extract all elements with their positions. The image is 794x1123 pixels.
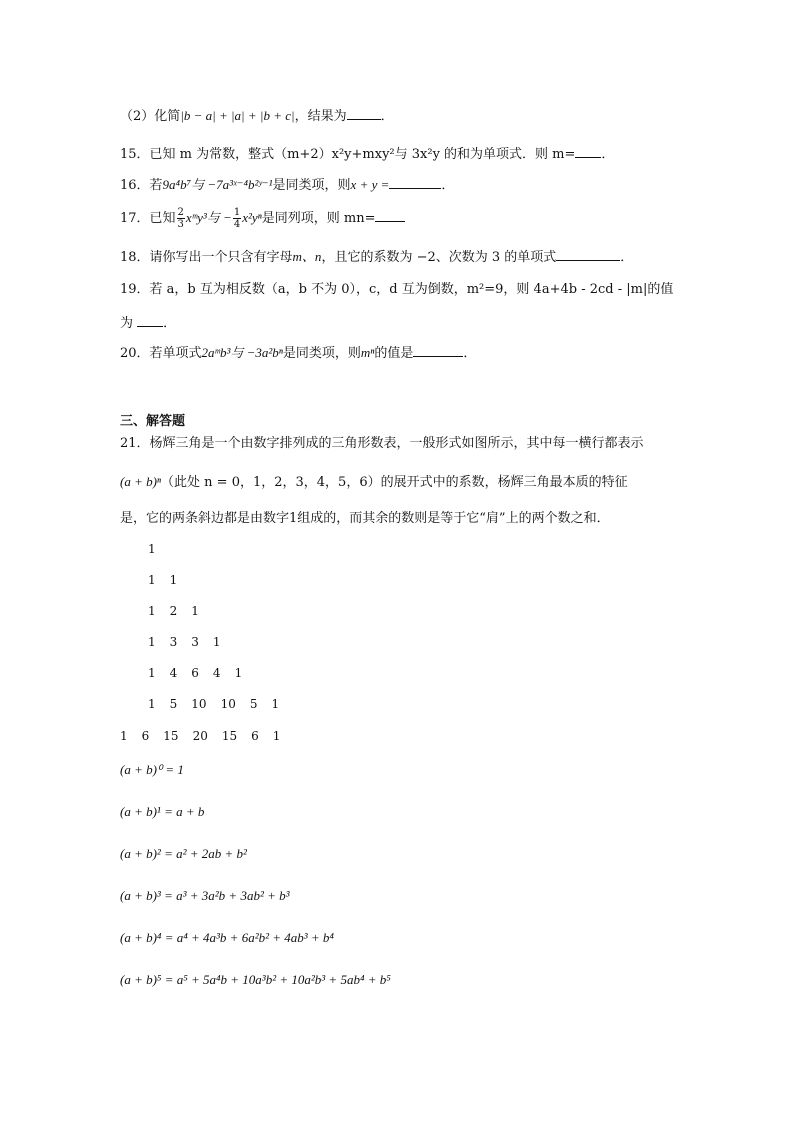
q18-vars: m、n (292, 249, 322, 264)
fraction-one-quarter (233, 207, 241, 230)
triangle-number: 15 (221, 729, 238, 743)
q20: 20．若单项式2aᵐb³与 −3a²bⁿ是同类项，则mⁿ的值是 ． (120, 345, 477, 361)
q16-mid: 是同类项，则 (272, 178, 351, 193)
q19-text: 19．若 a，b 互为相反数（a，b 不为 0），c，d 互为倒数，m²=9，则 4a+4b - 2cd - |m|的值 (120, 282, 674, 297)
q15-text: 15．已知 m 为常数，整式（m+2）x²y+mxy²与 3x²y 的和为单项式．则 m= (120, 147, 576, 162)
triangle-row (148, 542, 156, 556)
q17 (120, 207, 405, 230)
q20-mid: 是同类项，则 (282, 346, 361, 361)
q20-suffix: 的值是 (374, 346, 414, 361)
triangle-number: 2 (169, 604, 178, 618)
expansion-formula (120, 972, 391, 988)
expansion-formula (120, 888, 290, 904)
triangle-number: 6 (251, 729, 259, 743)
triangle-number: 1 (169, 573, 178, 587)
frac-denominator: 3 (177, 219, 184, 230)
q19-line2: 为 ． (120, 316, 177, 331)
q21-expr: (a + b)ⁿ (120, 474, 162, 489)
triangle-number: 1 (148, 697, 156, 711)
q18-prefix: 18．请你写出一个只含有字母 (120, 250, 293, 265)
q15: 15．已知 m 为常数，整式（m+2）x²y+mxy²与 3x²y 的和为单项式．则 m= ． (120, 147, 615, 162)
triangle-number: 5 (249, 697, 258, 711)
triangle-number: 1 (234, 666, 243, 680)
q21-text1: 21．杨辉三角是一个由数字排列成的三角形数表，一般形式如图所示，其中每一横行都表示 (120, 436, 644, 451)
triangle-number: 1 (271, 697, 280, 711)
answer-blank (389, 176, 441, 189)
q18-mid: ，且它的系数为 −2、次数为 3 的单项式 (321, 250, 557, 265)
fraction-two-thirds (177, 207, 185, 230)
q14-prefix: （2）化简 (120, 109, 181, 124)
triangle-row (120, 729, 280, 743)
triangle-number: 1 (191, 604, 199, 618)
frac-denominator: 4 (233, 219, 241, 230)
expansion-rhs: = a⁴ + 4a³b + 6a²b² + 4ab³ + b⁴ (164, 930, 334, 945)
expansion-formula (120, 930, 334, 946)
expansion-lhs: (a + b)¹ (120, 804, 165, 819)
triangle-number: 15 (163, 729, 179, 743)
triangle-row (148, 573, 177, 587)
q19-text2: 为 (120, 316, 134, 331)
expansion-rhs: = a² + 2ab + b² (164, 846, 247, 861)
expansion-lhs: (a + b)⁴ (120, 930, 165, 945)
triangle-number: 1 (148, 573, 156, 587)
expansion-rhs: = a + b (164, 804, 205, 819)
q20-expr2: mⁿ (360, 345, 375, 360)
q21-line3 (120, 503, 680, 535)
expansion-rhs: = a³ + 3a²b + 3ab² + b³ (164, 888, 290, 903)
triangle-number: 1 (148, 635, 156, 649)
q21-line2 (120, 466, 680, 499)
q14-expr: |b − a| + |a| + |b + c| (180, 108, 295, 123)
q20-expr: 2aᵐb³与 −3a²bⁿ (201, 345, 283, 360)
q14-part2: （2）化简|b − a| + |a| + |b + c|，结果为 ． (120, 108, 394, 124)
expansion-lhs: (a + b)⁰ (120, 762, 166, 777)
q21-line1 (120, 428, 680, 460)
triangle-row (148, 604, 199, 618)
q20-prefix: 20．若单项式 (120, 346, 202, 361)
expansion-rhs: = a⁵ + 5a⁴b + 10a³b² + 10a²b³ + 5ab⁴ + b⁵ (164, 972, 391, 987)
q17-prefix: 17．已知 (120, 211, 176, 226)
triangle-number: 4 (212, 666, 221, 680)
triangle-number: 10 (191, 697, 207, 711)
frac-numerator: 1 (233, 207, 241, 218)
triangle-number: 1 (148, 666, 156, 680)
q21-text2: （此处 n = 0，1，2，3，4，5，6）的展开式中的系数，杨辉三角最本质的特征 (161, 475, 628, 490)
expansion-lhs: (a + b)⁵ (120, 972, 165, 987)
answer-blank (375, 209, 405, 222)
triangle-number: 5 (169, 697, 178, 711)
triangle-number: 6 (141, 729, 150, 743)
triangle-number: 4 (169, 666, 178, 680)
triangle-number: 1 (148, 604, 156, 618)
triangle-row (148, 635, 221, 649)
q18: 18．请你写出一个只含有字母m、n，且它的系数为 −2、次数为 3 的单项式 ． (120, 249, 634, 265)
answer-blank (347, 107, 381, 120)
triangle-number: 10 (220, 697, 236, 711)
triangle-number: 1 (120, 729, 128, 743)
expansion-formula (120, 804, 204, 820)
q16-expr: 9a⁴b⁷与 −7a³ˣ⁻⁴b²ʸ⁻¹ (162, 177, 273, 192)
triangle-number: 1 (272, 729, 281, 743)
triangle-number: 3 (169, 635, 178, 649)
expansion-lhs: (a + b)³ (120, 888, 165, 903)
triangle-number: 6 (191, 666, 199, 680)
q16: 16．若9a⁴b⁷与 −7a³ˣ⁻⁴b²ʸ⁻¹是同类项，则x + y = ． (120, 177, 455, 193)
q19-line1 (120, 281, 673, 299)
answer-blank (137, 314, 163, 327)
expansion-formula (120, 762, 184, 778)
q14-suffix: ，结果为 (294, 109, 347, 124)
expansion-rhs: = 1 (165, 762, 184, 777)
q17-suffix: 是同列项，则 mn= (261, 211, 376, 226)
triangle-row (148, 666, 242, 680)
q16-prefix: 16．若 (120, 178, 163, 193)
section-heading: 三、解答题 (120, 414, 186, 429)
answer-blank (556, 248, 620, 261)
triangle-number: 3 (191, 635, 199, 649)
answer-blank (575, 145, 601, 158)
answer-blank (413, 344, 463, 357)
frac-numerator: 2 (177, 207, 184, 218)
triangle-number: 20 (192, 729, 208, 743)
triangle-number: 1 (212, 635, 221, 649)
q21-text3: 是，它的两条斜边都是由数字1组成的，而其余的数则是等于它“肩”上的两个数之和． (120, 511, 610, 526)
triangle-number: 1 (148, 542, 156, 556)
q17-term1: xᵐy³与 − (185, 210, 232, 225)
q16-expr2: x + y = (350, 177, 390, 192)
expansion-formula (120, 846, 247, 862)
q17-term2: x²yⁿ (242, 210, 262, 225)
expansion-lhs: (a + b)² (120, 846, 165, 861)
triangle-row (148, 697, 279, 711)
